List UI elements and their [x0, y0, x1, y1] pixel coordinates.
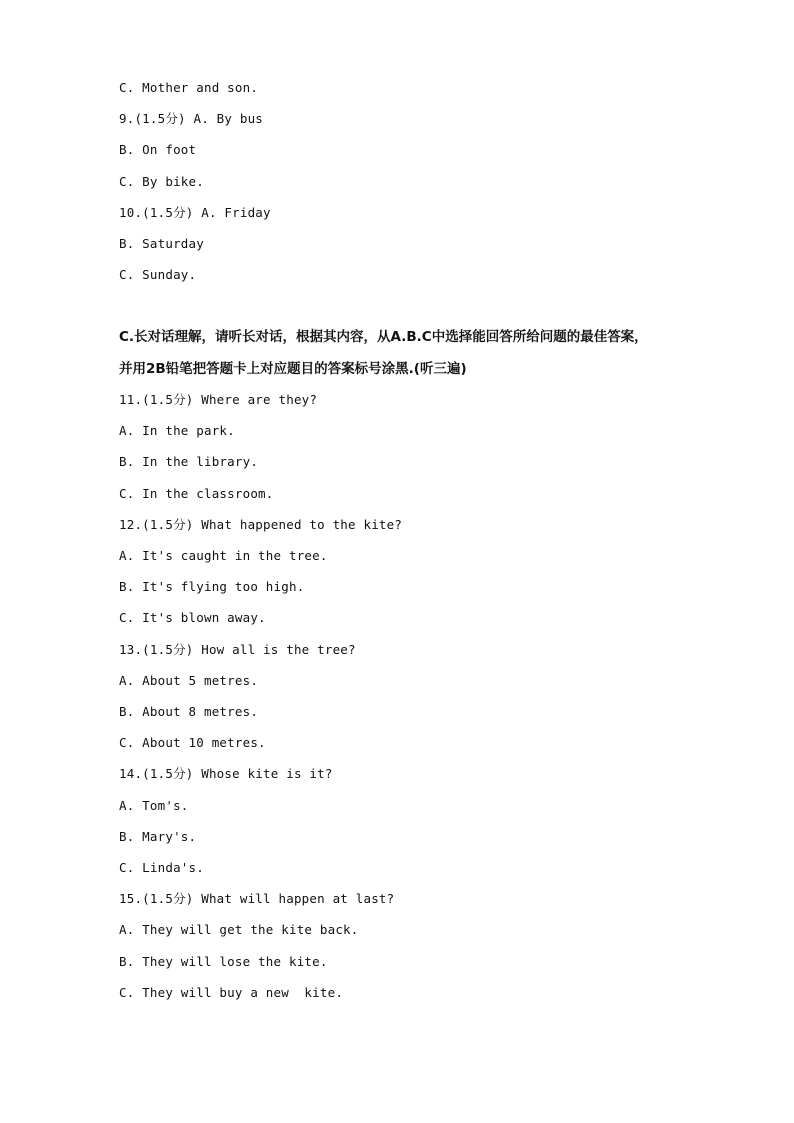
q10-option-c: C. Sunday. — [119, 267, 197, 282]
q11-option-a: A. In the park. — [119, 423, 235, 438]
q15-option-b: B. They will lose the kite. — [119, 954, 328, 969]
q13-option-a: A. About 5 metres. — [119, 673, 259, 688]
q15-stem: 15.(1.5分) What will happen at last? — [119, 891, 395, 906]
q15-option-a: A. They will get the kite back. — [119, 922, 359, 937]
q12-option-b: B. It's flying too high. — [119, 579, 305, 594]
q14-option-a: A. Tom's. — [119, 798, 189, 813]
q9-stem: 9.(1.5分) A. By bus — [119, 111, 264, 126]
q12-option-a: A. It's caught in the tree. — [119, 548, 328, 563]
q14-stem: 14.(1.5分) Whose kite is it? — [119, 766, 333, 781]
q11-option-b: B. In the library. — [119, 454, 259, 469]
q9-option-b: B. On foot — [119, 142, 197, 157]
q14-option-c: C. Linda's. — [119, 860, 204, 875]
q10-stem: 10.(1.5分) A. Friday — [119, 205, 271, 220]
q14-option-b: B. Mary's. — [119, 829, 197, 844]
q13-option-b: B. About 8 metres. — [119, 704, 259, 719]
q13-option-c: C. About 10 metres. — [119, 735, 266, 750]
q11-option-c: C. In the classroom. — [119, 486, 274, 501]
q12-option-c: C. It's blown away. — [119, 610, 266, 625]
q12-stem: 12.(1.5分) What happened to the kite? — [119, 517, 403, 532]
q10-option-b: B. Saturday — [119, 236, 204, 251]
q15-option-c: C. They will buy a new kite. — [119, 985, 344, 1000]
q11-stem: 11.(1.5分) Where are they? — [119, 392, 318, 407]
q9-option-c: C. By bike. — [119, 174, 204, 189]
section-c-heading-line2: 并用2B铅笔把答题卡上对应题目的答案标号涂黑.(听三遍) — [119, 361, 467, 377]
q13-stem: 13.(1.5分) How all is the tree? — [119, 642, 356, 657]
q8-option-c: C. Mother and son. — [119, 80, 259, 95]
section-c-heading-line1: C.长对话理解，请听长对话，根据其内容，从A.B.C中选择能回答所给问题的最佳答案， — [119, 329, 648, 345]
